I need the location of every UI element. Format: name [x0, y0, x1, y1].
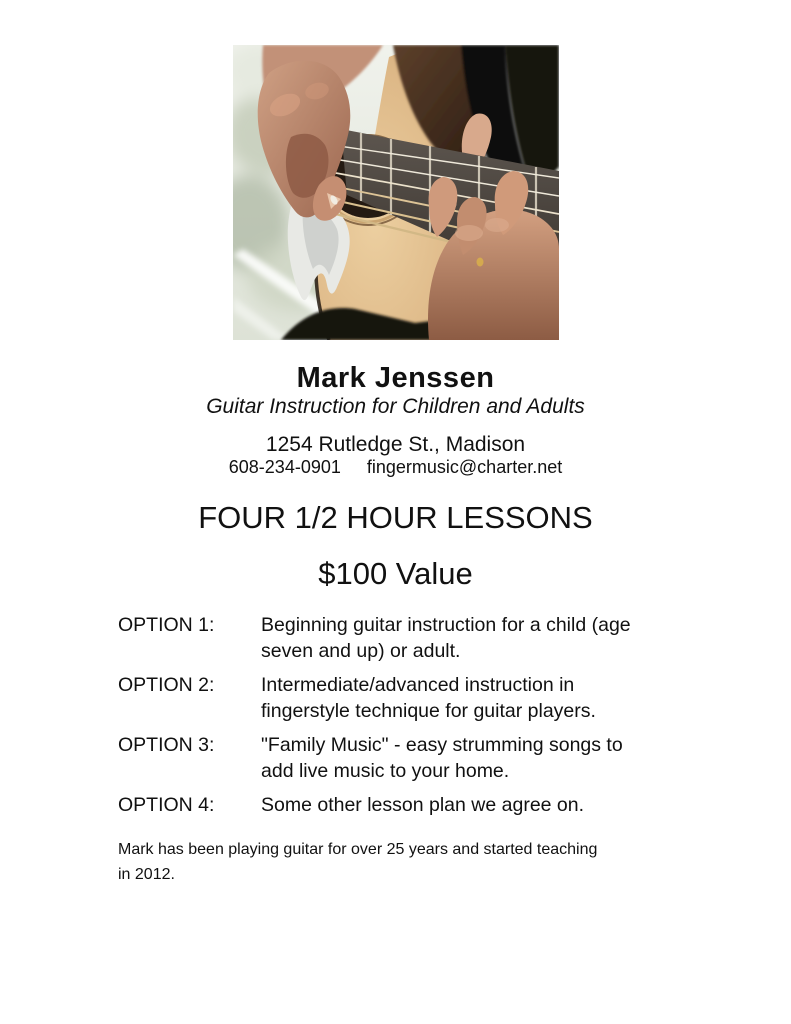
- option-3-description: "Family Music" - easy strumming songs to add live music to your home.: [261, 734, 623, 782]
- guitar-photo: [233, 45, 559, 340]
- address-line: 1254 Rutledge St., Madison: [265, 433, 526, 456]
- guitar-photo-illustration: [233, 45, 559, 340]
- offer-title: FOUR 1/2 HOUR LESSONS: [198, 500, 593, 535]
- instructor-name: Mark Jenssen: [296, 362, 495, 394]
- option-row-1: [118, 612, 680, 664]
- option-2-label: OPTION 2:: [118, 674, 215, 696]
- option-1-description: Beginning guitar instruction for a child (age seven and up) or adult.: [261, 614, 631, 662]
- option-row-4: [118, 792, 680, 818]
- offer-value: $100 Value: [318, 556, 473, 591]
- option-row-3: [118, 732, 680, 784]
- option-4-label: OPTION 4:: [118, 794, 215, 816]
- option-2-description: Intermediate/advanced instruction in fingerstyle technique for guitar players.: [261, 674, 596, 722]
- option-4-description: Some other lesson plan we agree on.: [261, 794, 585, 816]
- contact-line: [0, 456, 791, 478]
- instructor-bio: Mark has been playing guitar for over 25 years and started teaching in 2012.: [118, 841, 598, 883]
- tagline: Guitar Instruction for Children and Adults: [206, 395, 585, 418]
- email-address: fingermusic@charter.net: [366, 457, 563, 477]
- option-row-2: [118, 672, 680, 724]
- option-1-label: OPTION 1:: [118, 614, 215, 636]
- options-list: [118, 612, 680, 826]
- option-3-label: OPTION 3:: [118, 734, 215, 756]
- phone-number: 608-234-0901: [228, 457, 341, 477]
